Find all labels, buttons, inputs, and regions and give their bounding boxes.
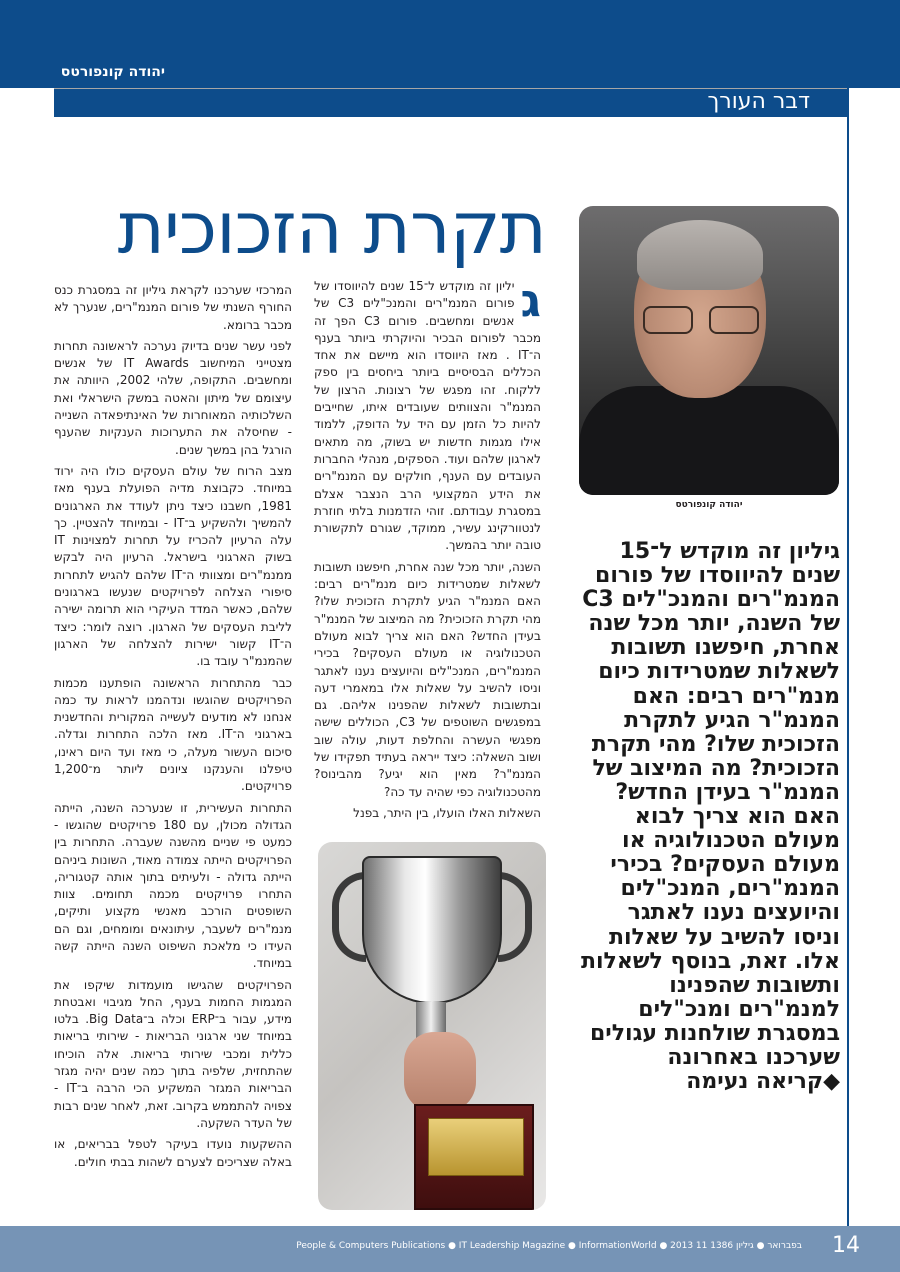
paragraph: השנה, יותר מכל שנה אחרת, חיפשנו תשובות לשאלות שמטרידות כיום מנמ"רים רבים: האם המנמ"ר הגיע לתקרת הזכוכית שלו? מהי תקרת הזכוכית? מה המיצוב של המנמ"ר בעידן החדש? האם הוא צריך לבוא מעולם הטכנולוגיה או מעולם העסקים? בכירי המנמ"רים, המנכ"לים והיועצים נענו לאתגר וניסו להשיב על שאלות אלו במאמרי דעה ובתשובות לשאלות שהפנינו אליהם. גם במפגשים השוטפים של C3, הכוללים שישה מפגשי העשרה והחלפת דעות, עולה שוב ושוב השאלה: כיצד ייראה בעתיד תפקידו של המנמ"ר? מאין הוא יגיע? מהבינוס? מהטכנולוגיה כפי שהיה עד כה? bbox=[314, 559, 541, 799]
author-name: יהודה קונפורטס bbox=[60, 64, 165, 80]
paragraph: התחרות העשירית, זו שנערכה השנה, הייתה הגדולה מכולן, עם 180 פרויקטים שהוגשו - כמעט פי שניים מהשנה שעברה. התחרות בין הפרויקטים הייתה צמודה מאוד, השונות ביניהם הייתה גדולה - ולעיתים בתוך אותה קטגוריה, התחרו פרויקטים מכמה תחומים. צוות השופטים הורכב מאנשי מקצוע ותיקים, מנמ"רים לשעבר, עיתונאים ומומחים, וגם הם העידו כי מלאכת השיפוט השנה הייתה קשה במיוחד. bbox=[54, 800, 292, 971]
paragraph-text: יליון זה מוקדש ל־15 שנים להיווסדו של פורום המנמ"רים והמנכ"לים C3 של אנשים ומחשבים. פורום C3 הפך זה מכבר לפורום הבכיר והיוקרתי ביותר בענף ה־IT . מאז היווסדו הוא מיישם את אחד הכללים הבסיסיים ביותר ביחסים בין ספק ללקוח. זהו מפגש של רצונות. הרצון של המנמ"ר והצוותים שעובדים איתו, שחייבים להיות כל הזמן עם היד על הדופק, ללמוד אילו מגמות חדשות יש בשוק, מה מתאים לארגון שלהם ועוד. הספקים, מנהלי החברות העובדים עם הענף, חולקים עם המנמ"רים את הידע המקצועי הרב הנצבר אצלם במסגרת עבודתם. זוהי הזדמנות בלתי חוזרת לנטוורקינג עשיר, ממוקד, שגורם לתקשורת טובה יותר בהמשך. bbox=[314, 279, 541, 553]
paragraph: לפני עשר שנים בדיוק נערכה לראשונה תחרות מצטייני המיחשוב IT Awards של אנשים ומחשבים. התקופה, שלהי 2002, היוותה את עיצומם של מיתון והאטה במשק הישראלי ואת השלכותיה המאוחרות של האינתיפאדה השנייה - שחיסלה את התערוכות הענקיות שהענף הורגל בהן במשך שנים. bbox=[54, 338, 293, 457]
paragraph: הפרויקטים שהגישו מועמדות שיקפו את המגמות החמות בענף, החל מגיבוי ואבטחת מידע, עבור ב־ERP וכלה ב־Big Data. בלטו במיוחד שני ארגוני הבריאות - שירותי בריאות כללית ומכבי שירותי בריאות. אלה הוכיחו שהתחזית, שלפיה בתוך כמה שנים יהיה מגזר הבריאות המגזר המשקיע הכי הרבה ב־IT - צפויה להתממש בקרוב. זאת, לאחר שנים רבות של העדר השקעה. bbox=[54, 977, 293, 1130]
trophy-plate bbox=[428, 1118, 524, 1176]
lens-right bbox=[709, 306, 759, 334]
side-rail bbox=[847, 88, 900, 1226]
paragraph: השאלות האלו הועלו, בין היתר, בפנל bbox=[353, 805, 541, 820]
page-number: 14 bbox=[832, 1233, 860, 1258]
paragraph bbox=[314, 273, 541, 555]
trophy-cup bbox=[362, 856, 502, 1004]
paragraph: כבר מהתחרות הראשונה הופתענו מכמות הפרויקטים שהוגשו ונדהמנו לראות עד כמה אנחנו לא מודעים לעשייה המקורית והחדשנית בארגוני ה־IT. מאז הלכה התחרות וגדלה. סיכום העשור מעלה, כי מאז ועד היום ראינו, טיפלנו והענקנו ציונים ליותר מ־1,200 פרויקטים. bbox=[54, 675, 293, 794]
trophy-handle-right bbox=[498, 872, 532, 962]
trophy-base bbox=[414, 1104, 534, 1210]
photo-hair bbox=[637, 220, 763, 290]
footer-publication-line: People & Computers Publications ● IT Leadership Magazine ● InformationWorld ● 2013 11 בפברואר ● גיליון 1386 bbox=[296, 1241, 802, 1251]
headline: תקרת הזכוכית bbox=[117, 186, 546, 270]
paragraph: מצב הרוח של עולם העסקים כולו היה ירוד במיוחד. כקבוצת מדיה הפועלת בענף מאז 1981, חשבנו כיצד ניתן לעודד את הארגונים להמשיך ולהשקיע ב־IT - ובמיוחד להצטיין. כך עלה הרעיון להכריז על תחרות למצוינות IT בשוק הארגוני בישראל. הרעיון היה לבקש ממנמ"רים ומצוותי ה־IT שלהם להגיש לתחרות סיפורי הצלחה לפרויקטים שנעשו בארגונים שלהם, כאשר המדד העיקרי הוא תרומה ישירה לליבת העסקים של הארגון. רוצה לומר: כיצד ה־IT קשור ישירות להצלחה של הארגון שהמנמ"ר עובד בו. bbox=[54, 463, 293, 669]
trophy-hand bbox=[404, 1032, 476, 1112]
drop-cap: ג bbox=[520, 273, 541, 327]
lens-left bbox=[643, 306, 693, 334]
article-column-left bbox=[54, 282, 292, 1175]
trophy-handle-left bbox=[332, 872, 366, 962]
author-photo bbox=[579, 206, 839, 495]
pull-quote: גיליון זה מוקדש ל־15 שנים להיווסדו של פורום המנמ"רים והמנכ"לים C3 של השנה, יותר מכל שנה אחרת, חיפשנו תשובות לשאלות שמטרידות כיום מנמ"רים רבים: האם המנמ"ר הגיע לתקרת הזכוכית שלו? מהי תקרת הזכוכית? מה המיצוב של המנמ"ר בעידן החדש? האם הוא צריך לבוא מעולם הטכנולוגיה או מעולם העסקים? בכירי המנמ"רים, המנכ"לים והיועצים נענו לאתגר וניסו להשיב על שאלות אלו. זאת, בנוסף לשאלות ותשובות שהפנינו למנמ"רים ומנכ"לים במסגרת שולחנות עגולים שערכנו באחרונה ◆קריאה נעימה bbox=[580, 539, 840, 1095]
paragraph: ההשקעות נועדו בעיקר לטפל בבריאים, או באלה שצריכים לצערם לשהות בבתי חולים. bbox=[54, 1137, 292, 1169]
section-title: דבר העורך bbox=[707, 89, 810, 114]
article-column-right bbox=[314, 273, 541, 826]
photo-caption: יהודה קונפורטס bbox=[675, 500, 743, 510]
photo-glasses bbox=[643, 306, 761, 336]
photo-shirt bbox=[579, 386, 839, 495]
trophy-photo bbox=[318, 842, 546, 1210]
paragraph: המרכזי שערכנו לקראת גיליון זה במסגרת כנס החורף השנתי של פורום המנמ"רים, שנערך לא מכבר ברומא. bbox=[54, 283, 292, 332]
